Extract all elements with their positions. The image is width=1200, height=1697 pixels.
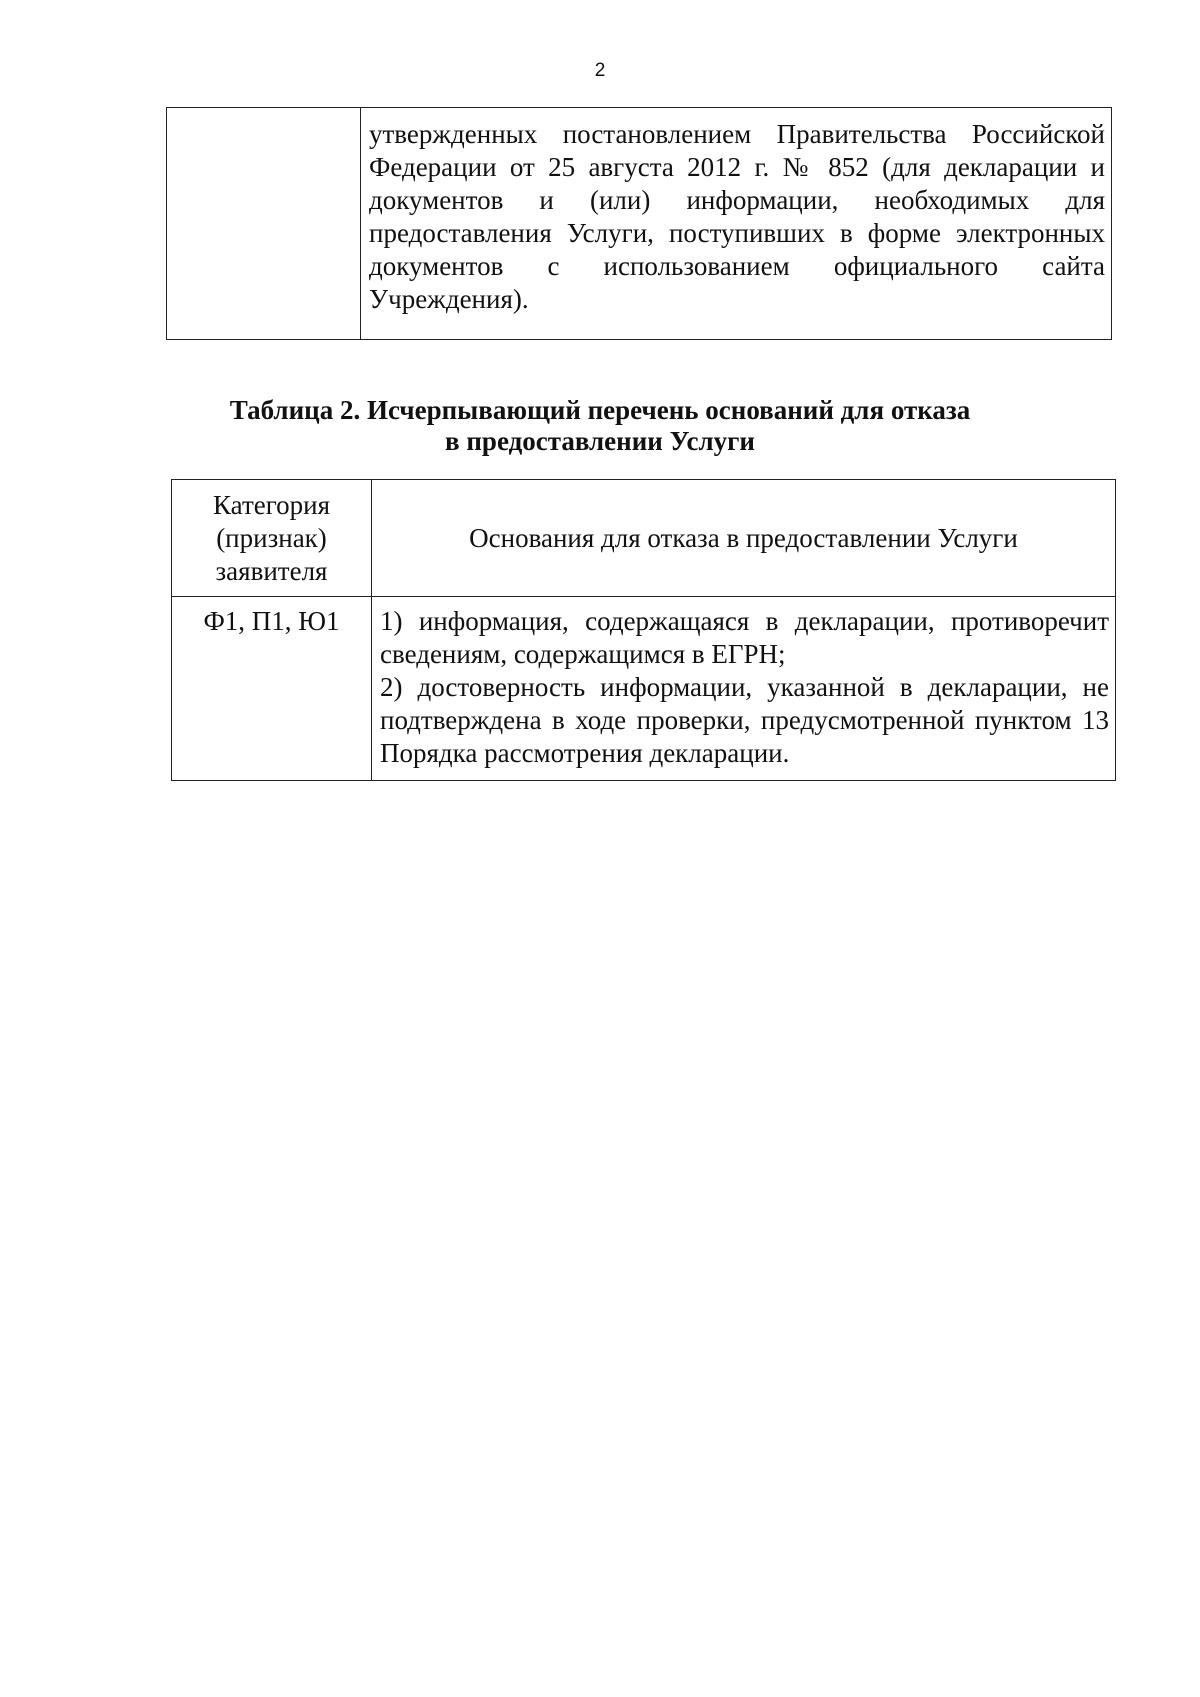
continued-table-empty-cell [167,108,361,339]
refusal-grounds-table [171,479,1116,781]
table-row [172,597,1116,781]
table2-title-line1: Таблица 2. Исчерпывающий перечень оснований для отказа [229,395,971,425]
reason-item: 2) достоверность информации, указанной в декларации, не подтверждена в ходе проверки, предусмотренной пунктом 13 Порядка рассмотрения декларации. [380,672,1109,768]
row-category: Ф1, П1, Ю1 [172,597,372,781]
reason-item: 1) информация, содержащаяся в декларации, противоречит сведениям, содержащимся в ЕГРН; [380,606,1109,669]
page-number: 2 [594,60,606,81]
table-header-row [172,480,1116,597]
header-category: Категория (признак) заявителя [172,480,372,597]
continued-table [166,107,1112,340]
table2-title [0,395,1200,457]
header-reasons: Основания для отказа в предоставлении Услуги [372,480,1116,597]
continued-table-text: утвержденных постановлением Правительства Российской Федерации от 25 августа 2012 г. № 852 (для декларации и документов и (или) информации, необходимых для предоставления Услуги, поступивших в форме электронных документов с использованием официального сайта Учреждения). [369,119,1105,314]
table2-title-line2: в предоставлении Услуги [445,426,755,456]
row-reasons [372,597,1116,781]
